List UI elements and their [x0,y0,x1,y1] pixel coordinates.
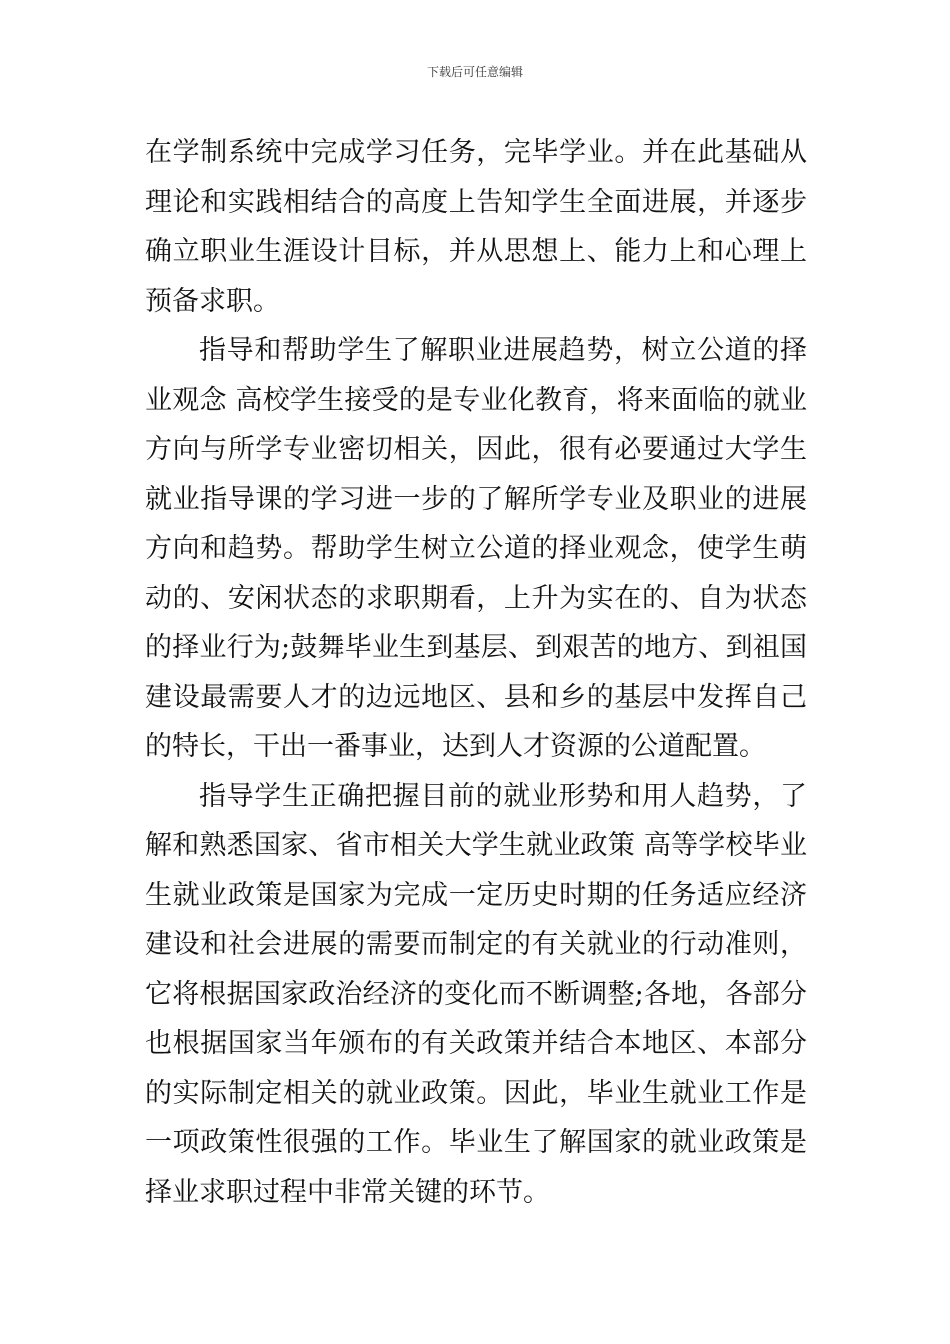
page-header: 下载后可任意编辑 [426,65,523,79]
document-body [145,128,807,1217]
paragraph-continuation: 在学制系统中完成学习任务，完毕学业。并在此基础从理论和实践相结合的高度上告知学生全面进展，并逐步确立职业生涯设计目标，并从思想上、能力上和心理上预备求职。 [145,137,807,317]
paragraph-career-trends: 指导和帮助学生了解职业进展趋势，树立公道的择业观念 高校学生接受的是专业化教育，将来面临的就业方向与所学专业密切相关，因此，很有必要通过大学生就业指导课的学习进一步的了解所学专业及职业的进展方向和趋势。帮助学生树立公道的择业观念，使学生萌动的、安闲状态的求职期看，上升为实在的、自为状态的择业行为;鼓舞毕业生到基层、到艰苦的地方、到祖国建设最需要人才的边远地区、县和乡的基层中发挥自己的特长，干出一番事业，达到人才资源的公道配置。 [145,335,807,762]
paragraph-employment-policy: 指导学生正确把握目前的就业形势和用人趋势，了解和熟悉国家、省市相关大学生就业政策 高等学校毕业生就业政策是国家为完成一定历史时期的任务适应经济建设和社会进展的需要而制定的有关就业的行动准则，它将根据国家政治经济的变化而不断调整;各地，各部分也根据国家当年颁布的有关政策并结合本地区、本部分的实际制定相关的就业政策。因此，毕业生就业工作是一项政策性很强的工作。毕业生了解国家的就业政策是择业求职过程中非常关键的环节。 [145,780,807,1208]
